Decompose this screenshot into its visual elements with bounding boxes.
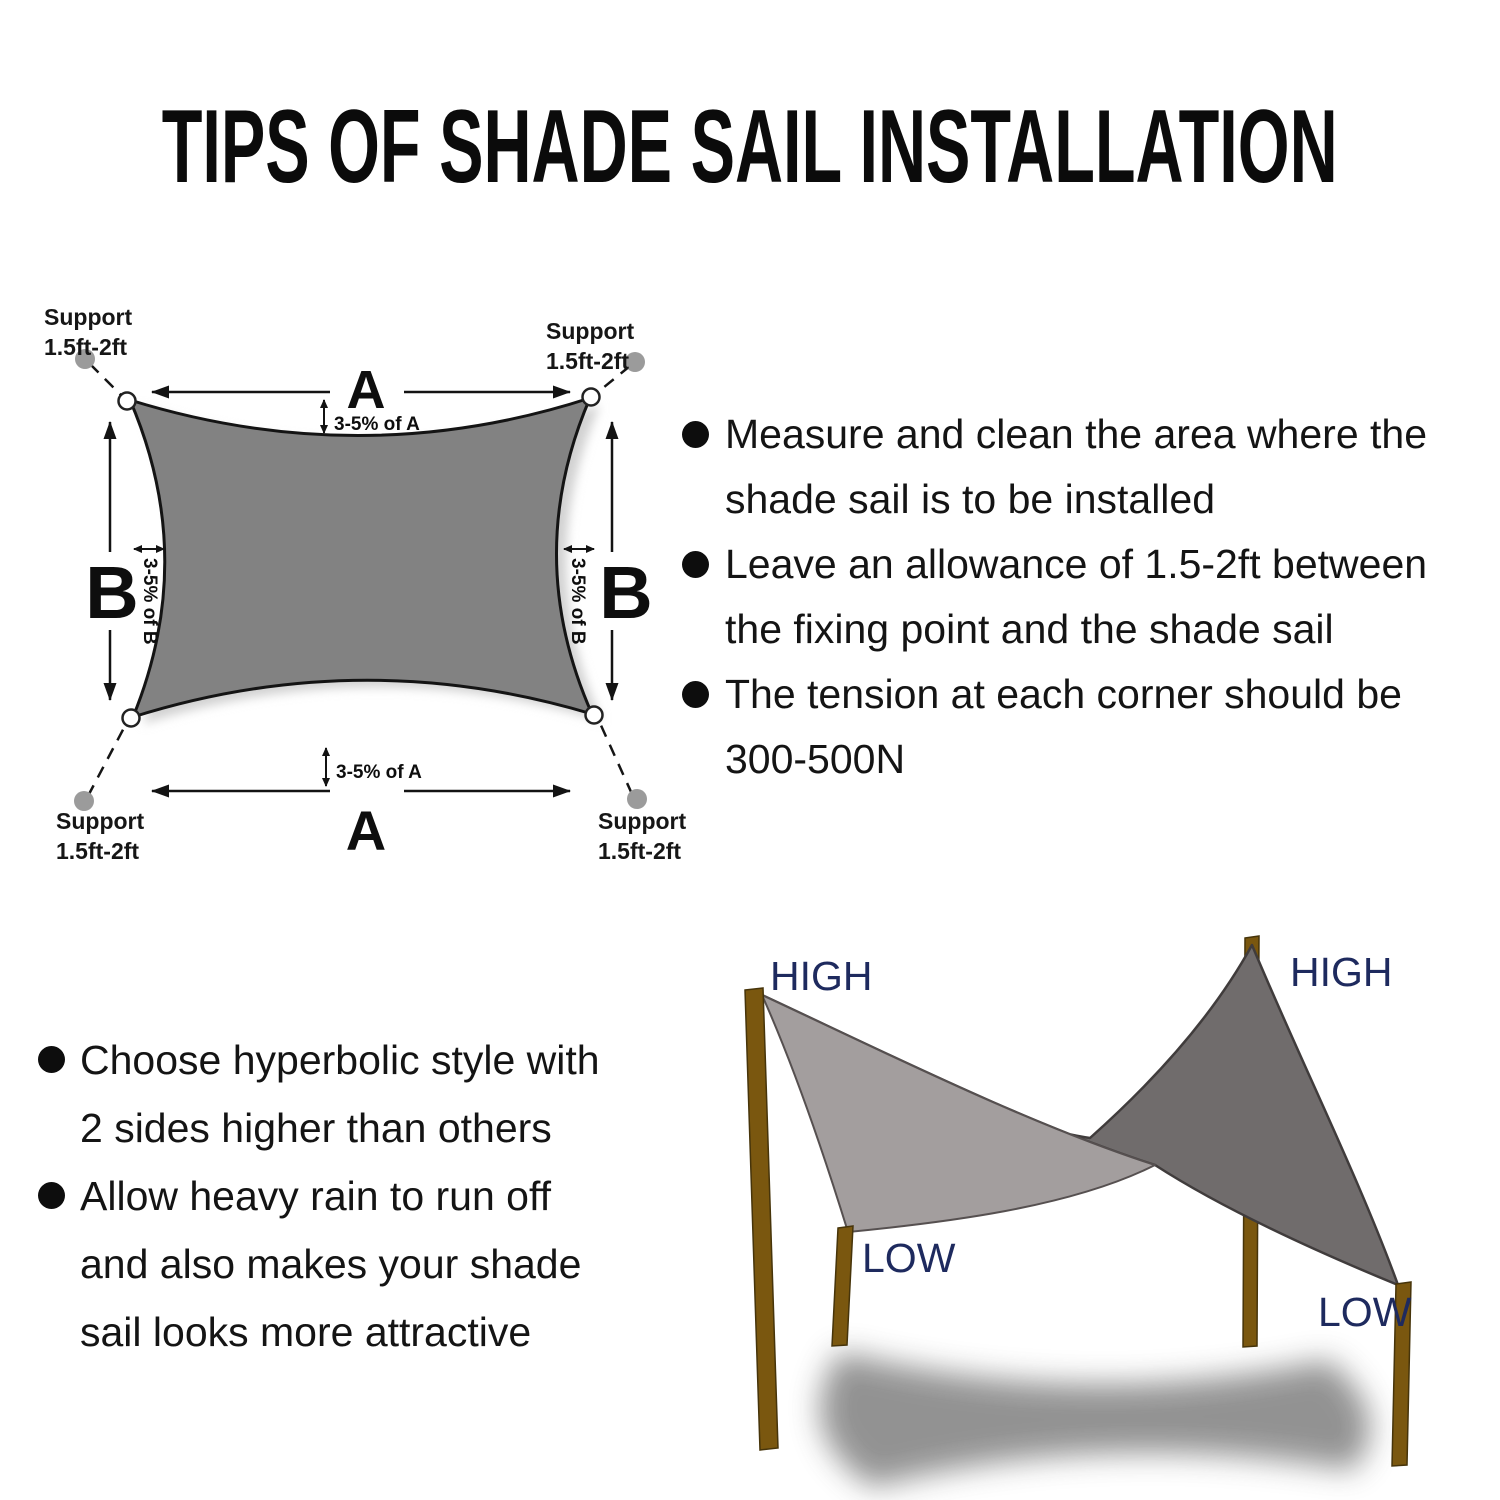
ground-shadow [820, 1352, 1370, 1487]
style-tips-list [38, 1026, 688, 1366]
guy-line-top-left [90, 364, 121, 395]
dimension-label-a-top: A [346, 360, 386, 420]
corner-ring-top-right [583, 389, 600, 406]
bullet-icon [682, 421, 709, 448]
list-item: Leave an allowance of 1.5-2ft between the fixing point and the shade sail [682, 532, 1492, 662]
label-low-left: LOW [862, 1235, 956, 1281]
list-item: The tension at each corner should be 300-500N [682, 662, 1492, 792]
sag-label-b-right: 3-5% of B [567, 558, 588, 645]
bullet-icon [38, 1046, 65, 1073]
pole-left-short [832, 1226, 853, 1346]
installation-tips-list [682, 402, 1492, 792]
support-label-top-right: Support 1.5ft-2ft [546, 318, 635, 374]
corner-ring-bottom-left [123, 710, 140, 727]
page-title: TIPS OF SHADE SAIL INSTALLATION [162, 89, 1338, 205]
sag-label-b-left: 3-5% of B [139, 558, 160, 645]
sail-shape [130, 398, 592, 717]
list-item: Choose hyperbolic style with 2 sides higher than others [38, 1026, 688, 1162]
support-label-top-left: Support 1.5ft-2ft [44, 304, 133, 360]
list-item: Measure and clean the area where the shade sail is to be installed [682, 402, 1492, 532]
support-label-bottom-right: Support 1.5ft-2ft [598, 808, 687, 864]
dimension-label-b-left: B [85, 551, 139, 634]
bullet-icon [682, 551, 709, 578]
guy-line-bottom-right [599, 721, 632, 794]
dimension-label-a-bottom: A [345, 799, 387, 862]
support-label-bottom-left: Support 1.5ft-2ft [56, 808, 145, 864]
sag-label-a-bottom: 3-5% of A [336, 762, 422, 783]
dimension-label-b-right: B [599, 551, 653, 634]
guy-line-bottom-left [88, 724, 126, 796]
bullet-icon [38, 1182, 65, 1209]
corner-ring-bottom-right [586, 707, 603, 724]
sag-label-a-top: 3-5% of A [334, 414, 420, 435]
label-high-right: HIGH [1290, 949, 1393, 995]
corner-ring-top-left [119, 393, 136, 410]
label-high-left: HIGH [770, 953, 873, 999]
page-header [0, 88, 1500, 207]
pole-left-tall [745, 988, 778, 1450]
bullet-icon [682, 681, 709, 708]
hyperbolic-sail-underside [762, 995, 1155, 1232]
label-low-right: LOW [1318, 1289, 1412, 1335]
list-item: Allow heavy rain to run off and also makes your shade sail looks more attractive [38, 1162, 688, 1366]
hyperbolic-sail-illustration [700, 920, 1490, 1500]
